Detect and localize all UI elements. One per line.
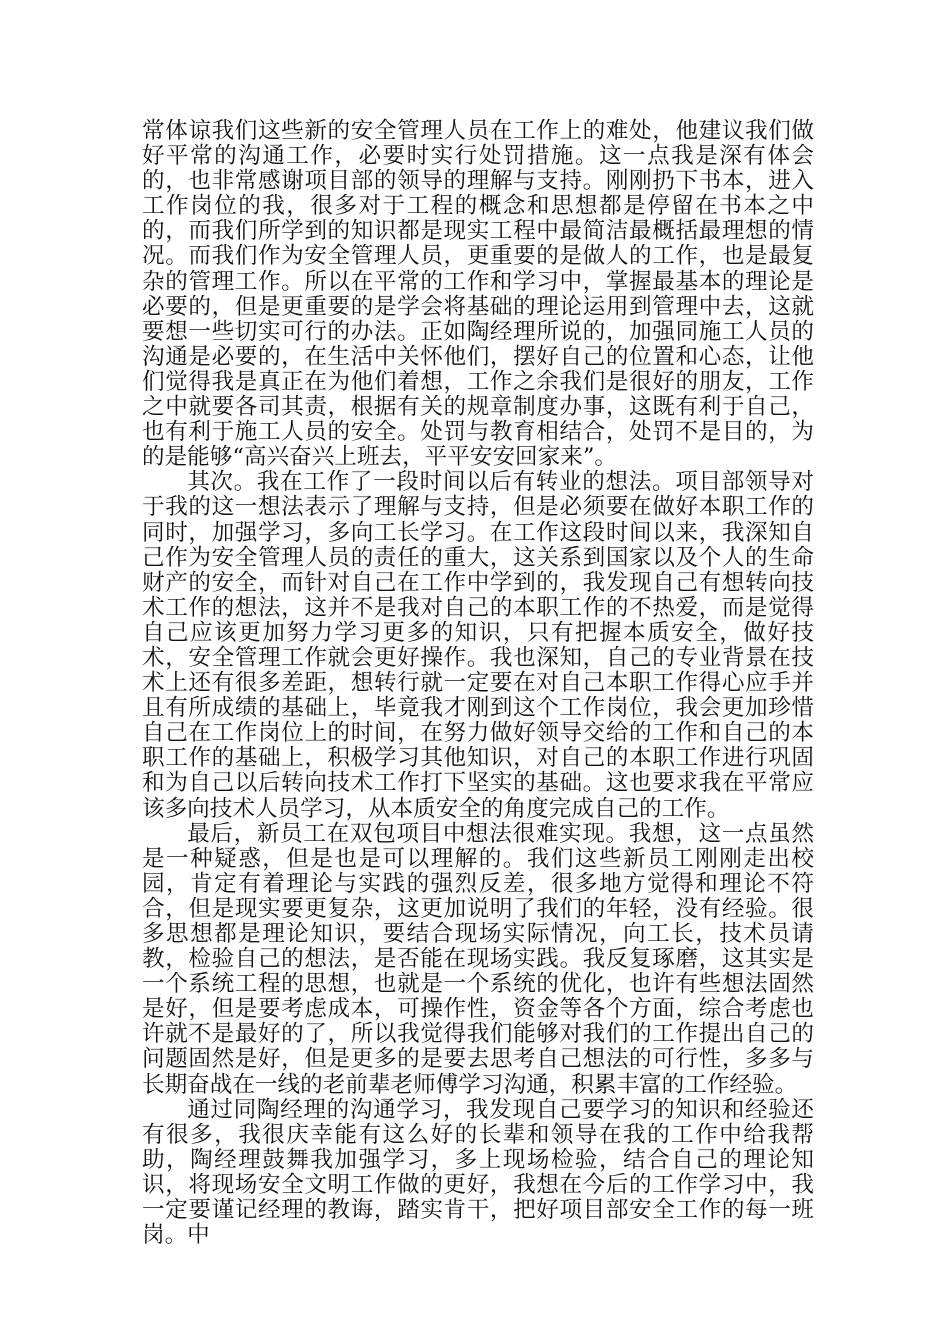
paragraph-3: 最后，新员工在双包项目中想法很难实现。我想，这一点虽然是一种疑惑，但是也是可以理解的。我们这些新员工刚刚走出校园，肯定有着理论与实践的强烈反差，很多地方觉得和理论不符合，但是现实要更复杂，这更加说明了我们的年轻，没有经验。很多思想都是理论知识，要结合现场实际情况，向工长，技术员请教，检验自己的想法，是否能在现场实践。我反复琢磨，这其实是一个系统工程的思想，也就是一个系统的优化，也许有些想法固然是好，但是要考虑成本，可操作性，资金等各个方面，综合考虑也许就不是最好的了，所以我觉得我们能够对我们的工作提出自己的问题固然是好，但是更多的是要去思考自己想法的可行性，多多与长期奋战在一线的老前辈老师傅学习沟通，积累丰富的工作经验。	[142, 820, 814, 1098]
document-body	[142, 119, 814, 1248]
paragraph-2: 其次。我在工作了一段时间以后有转业的想法。项目部领导对于我的这一想法表示了理解与支持，但是必须要在做好本职工作的同时，加强学习，多向工长学习。在工作这段时间以来，我深知自己作为安全管理人员的责任的重大，这关系到国家以及个人的生命财产的安全，而针对自己在工作中学到的，我发现自己有想转向技术工作的想法，这并不是我对自己的本职工作的不热爱，而是觉得自己应该更加努力学习更多的知识，只有把握本质安全，做好技术，安全管理工作就会更好操作。我也深知，自己的专业背景在技术上还有很多差距，想转行就一定要在对自己本职工作得心应手并且有所成绩的基础上，毕竟我才刚到这个工作岗位，我会更加珍惜自己在工作岗位上的时间，在努力做好领导交给的工作和自己的本职工作的基础上，积极学习其他知识，对自己的本职工作进行巩固和为自己以后转向技术工作打下坚实的基础。这也要求我在平常应该多向技术人员学习，从本质安全的角度完成自己的工作。	[142, 469, 814, 822]
paragraph-4: 通过同陶经理的沟通学习，我发现自己要学习的知识和经验还有很多，我很庆幸能有这么好的长辈和领导在我的工作中给我帮助，陶经理鼓舞我加强学习，多上现场检验，结合自己的理论知识，将现场安全文明工作做的更好，我想在今后的工作学习中，我一定要谨记经理的教诲，踏实肯干，把好项目部安全工作的每一班岗。中	[142, 1096, 814, 1249]
paragraph-1: 常体谅我们这些新的安全管理人员在工作上的难处，他建议我们做好平常的沟通工作，必要时实行处罚措施。这一点我是深有体会的，也非常感谢项目部的领导的理解与支持。刚刚扔下书本，进入工作岗位的我，很多对于工程的概念和思想都是停留在书本之中的，而我们所学到的知识都是现实工程中最简洁最概括最理想的情况。而我们作为安全管理人员，更重要的是做人的工作，也是最复杂的管理工作。所以在平常的工作和学习中，掌握最基本的理论是必要的，但是更重要的是学会将基础的理论运用到管理中去，这就要想一些切实可行的办法。正如陶经理所说的，加强同施工人员的沟通是必要的，在生活中关怀他们，摆好自己的位置和心态，让他们觉得我是真正在为他们着想，工作之余我们是很好的朋友，工作之中就要各司其责，根据有关的规章制度办事，这既有利于自己，也有利于施工人员的安全。处罚与教育相结合，处罚不是目的，为的是能够“高兴奋兴上班去，平平安安回家来”。	[142, 118, 814, 471]
